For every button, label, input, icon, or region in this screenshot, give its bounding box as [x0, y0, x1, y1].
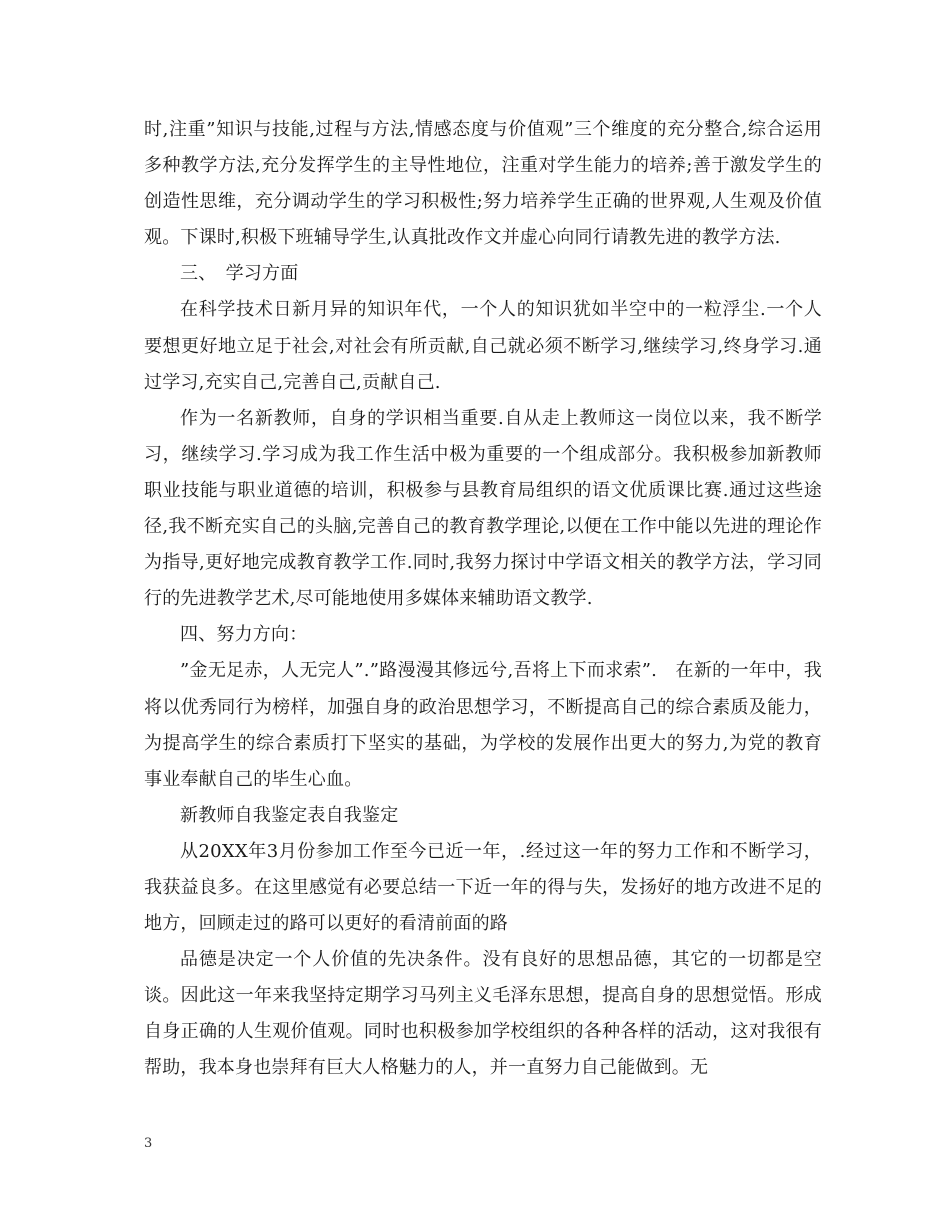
- paragraph-6: ”金无足赤，人无完人”.”路漫漫其修远兮,吾将上下而求索”. 在新的一年中，我将以优秀同行为榜样，加强自身的政治思想学习，不断提高自己的综合素质及能力，为提高学生的综合素质打下坚实的基础，为学校的发展作出更大的努力,为党的教育事业奉献自己的毕生心血。: [144, 660, 822, 790]
- paragraph-8: 从20XX年3月份参加工作至今已近一年，.经过这一年的努力工作和不断学习，我获益良多。在这里感觉有必要总结一下近一年的得与失，发扬好的地方改进不足的地方，回顾走过的路可以更好的看清前面的路: [144, 840, 822, 935]
- paragraph-4: 作为一名新教师，自身的学识相当重要.自从走上教师这一岗位以来，我不断学习，继续学习.学习成为我工作生活中极为重要的一个组成部分。我积极参加新教师职业技能与职业道德的培训，积极参与县教育局组织的语文优质课比赛.通过这些途径,我不断充实自己的头脑,完善自己的教育教学理论,以便在工作中能以先进的理论作为指导,更好地完成教育教学工作.同时,我努力探讨中学语文相关的教学方法，学习同行的先进教学艺术,尽可能地使用多媒体来辅助语文教学.: [144, 407, 822, 610]
- section-heading-self-assessment: 新教师自我鉴定表自我鉴定: [180, 804, 399, 826]
- paragraph-9: 品德是决定一个人价值的先决条件。没有良好的思想品德，其它的一切都是空谈。因此这一年来我坚持定期学习马列主义毛泽东思想，提高自身的思想觉悟。形成自身正确的人生观价值观。同时也积极参加学校组织的各种各样的活动，这对我很有帮助，我本身也崇拜有巨大人格魅力的人，并一直努力自己能做到。无: [144, 949, 822, 1079]
- page-number: 3: [144, 1136, 153, 1151]
- section-heading-direction: 四、努力方向：: [180, 624, 308, 646]
- paragraph-1: 时,注重”知识与技能,过程与方法,情感态度与价值观”三个维度的充分整合,综合运用多种教学方法,充分发挥学生的主导性地位，注重对学生能力的培养;善于激发学生的创造性思维，充分调动学生的学习积极性;努力培养学生正确的世界观,人生观及价值观。下课时,积极下班辅导学生,认真批改作文并虚心向同行请教先进的教学方法.: [144, 119, 822, 249]
- document-body: [144, 112, 822, 1087]
- section-heading-study: 三、 学习方面: [180, 263, 299, 285]
- paragraph-3: 在科学技术日新月异的知识年代，一个人的知识犹如半空中的一粒浮尘.一个人要想更好地立足于社会,对社会有所贡献,自己就必须不断学习,继续学习,终身学习.通过学习,充实自己,完善自己,贡献自己.: [144, 299, 822, 393]
